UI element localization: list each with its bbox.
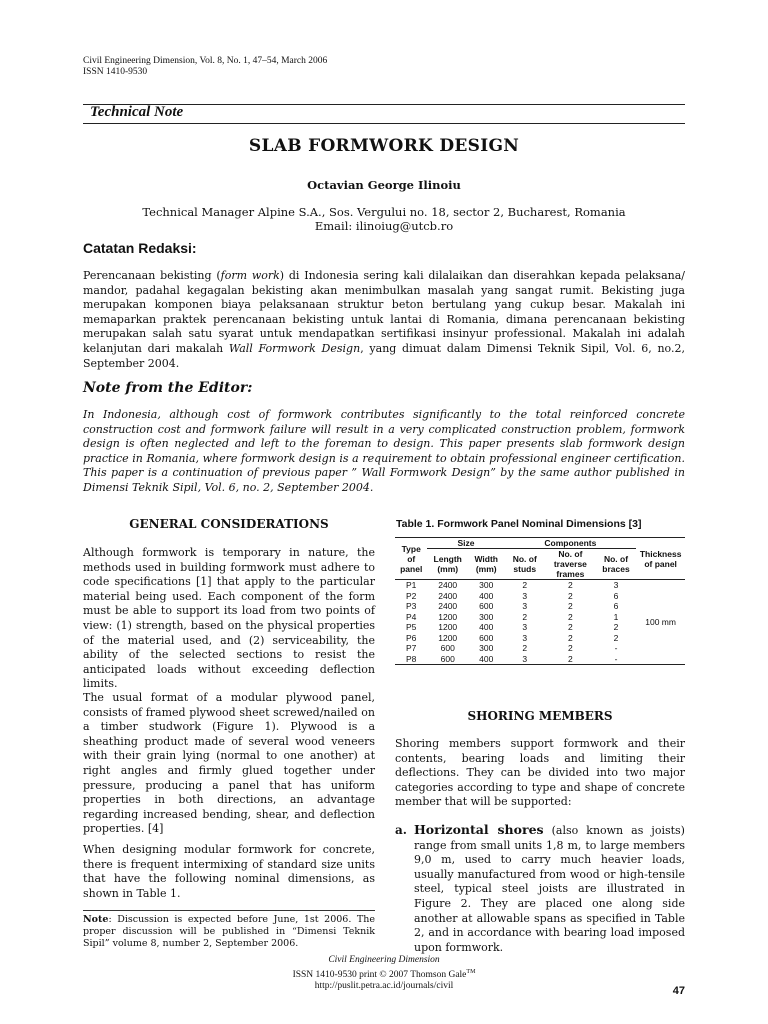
journal-header: [83, 56, 327, 78]
cell-type: P7: [406, 643, 417, 653]
cell-length: 1200: [438, 622, 458, 632]
cell-braces: -: [614, 653, 618, 664]
cell-type: P8: [406, 653, 417, 664]
list-item-text: (also known as joists) range from small units 1,8 m, to large members 9,0 m, used to carry much heavier loads, usually manufactured from wood or high-tensile steel, typical steel joists are illustrated in Figure 2. They are placed one along side another at allowable spans as specified in Table 2, and in accordance with bearing load imposed upon formwork.: [414, 824, 685, 954]
journal-issn: ISSN 1410-9530: [83, 67, 148, 77]
cell-length: 2400: [438, 590, 458, 601]
cell-frames: 2: [568, 622, 573, 632]
footer-journal: Civil Engineering Dimension: [328, 955, 440, 965]
cell-braces: 2: [613, 622, 619, 632]
cell-studs: 3: [522, 601, 528, 611]
cell-length: 600: [440, 643, 455, 653]
cell-length: 2400: [438, 601, 458, 611]
header-rule-bottom: [83, 123, 685, 124]
author-name: Octavian George Ilinoiu: [307, 178, 461, 192]
cell-frames: 2: [568, 590, 573, 601]
cell-frames: 2: [568, 580, 573, 590]
cell-length: 2400: [438, 580, 458, 590]
cell-width: 300: [479, 611, 494, 622]
head-components: Components: [504, 538, 636, 549]
footnote-rule: [83, 910, 375, 911]
footnote-label: Note: [83, 914, 109, 925]
cell-length: 1200: [438, 632, 458, 643]
journal-citation: Civil Engineering Dimension, Vol. 8, No. 1, 47–54, March 2006: [83, 56, 328, 66]
cell-type: P3: [406, 601, 417, 611]
cell-studs: 3: [522, 653, 528, 664]
cell-studs: 3: [522, 622, 528, 632]
shoring-heading: SHORING MEMBERS: [467, 709, 613, 723]
head-width: Width (mm): [474, 554, 498, 574]
list-item: [395, 823, 685, 955]
cell-type: P1: [406, 580, 417, 590]
shoring-list: [395, 823, 685, 955]
cell-frames: 2: [568, 611, 573, 622]
head-studs: No. of studs: [512, 554, 537, 574]
head-size: Size: [427, 538, 504, 549]
cell-studs: 2: [522, 580, 528, 590]
cell-braces: 2: [613, 632, 619, 643]
author-affiliation: Technical Manager Alpine S.A., Sos. Vergului no. 18, sector 2, Bucharest, Romania: [142, 205, 626, 219]
head-type: Type of panel: [400, 543, 423, 574]
cell-length: 1200: [438, 611, 458, 622]
cell-width: 300: [479, 580, 494, 590]
catatan-heading: Catatan Redaksi:: [83, 240, 197, 256]
catatan-text-1: Perencanaan bekisting (: [83, 269, 221, 282]
cell-width: 600: [479, 632, 494, 643]
section-label: Technical Note: [90, 104, 184, 120]
cell-type: P6: [406, 632, 417, 643]
cell-studs: 2: [522, 643, 528, 653]
cell-length: 600: [440, 653, 455, 664]
cell-type: P2: [406, 590, 417, 601]
footer-issn-line: [83, 967, 685, 982]
page-footer: [83, 955, 685, 993]
cell-braces: 6: [613, 601, 619, 611]
footnote: [83, 914, 375, 950]
cell-width: 600: [479, 601, 494, 611]
footer-url: http://puslit.petra.ac.id/journals/civil: [314, 981, 454, 992]
cell-braces: -: [614, 643, 618, 653]
paper-title: SLAB FORMWORK DESIGN: [248, 136, 520, 156]
cell-braces: 1: [613, 611, 619, 622]
cell-frames: 2: [568, 601, 573, 611]
catatan-paragraph: [83, 269, 685, 371]
list-item-label: a.: [395, 823, 407, 837]
general-paragraph-3: When designing modular formwork for concrete, there is frequent intermixing of standard size units that have the following nominal dimensions, as shown in Table 1.: [83, 843, 375, 900]
cell-frames: 2: [568, 643, 573, 653]
cell-studs: 2: [522, 611, 528, 622]
cell-type: P4: [406, 611, 417, 622]
general-paragraph-1: Although formwork is temporary in nature, the methods used in building formwork must adhere to code specifications [1] that apply to the particular material being used. Each component of the form must be able to support its load from two points of view: (1) strength, based on the physical properties of the material used, and (2) serviceability, the ability of the selected sections to resist the anticipated loads without exceeding deflection limits.: [83, 546, 375, 691]
footer-issn: ISSN 1410-9530 print © 2007 Thomson Gale: [292, 969, 467, 980]
editor-heading: Note from the Editor:: [83, 380, 253, 396]
cell-frames: 2: [568, 653, 573, 664]
cell-studs: 3: [522, 632, 528, 643]
catatan-italic-1: form work: [220, 269, 280, 282]
cell-braces: 3: [613, 580, 619, 590]
cell-width: 400: [479, 590, 494, 601]
head-braces: No. of braces: [602, 554, 630, 574]
cell-frames: 2: [568, 632, 573, 643]
cell-thickness: 100 mm: [645, 616, 676, 627]
page-number: 47: [672, 985, 685, 997]
cell-braces: 6: [613, 590, 619, 601]
list-item-term: Horizontal shores: [414, 822, 544, 837]
shoring-paragraph: Shoring members support formwork and their contents, bearing loads and limiting their deflections. They can be divided into two major categories according to type and shape of concrete member that will be supported:: [395, 737, 685, 809]
catatan-text-2: ) di Indonesia sering kali dilalaikan dan diserahkan kepada pelaksana/ mandor, padahal kegagalan bekisting akan menimbulkan masalah yang sangat rumit. Bekisting juga merupakan komponen biaya pelaksanaan struktur beton bertulang yang cukup besar. Makalah ini memaparkan praktek perencanaan bekisting untuk lantai di Romania, dimana perencanaan bekisting merupakan salah satu syarat untuk mendapatkan sertifikasi insinyur professional. Makalah ini adalah kelanjutan dari makalah: [83, 269, 685, 355]
general-paragraph-2: The usual format of a modular plywood panel, consists of framed plywood sheet screwed/nailed on a timber studwork (Figure 1). Plywood is a sheathing product made of several wood veneers with their grain lying (normal to one another) at right angles and firmly glued together under pressure, producing a panel that has uniform properties in both directions, an advantage regarding increased bending, shear, and deflection properties. [4]: [83, 691, 375, 836]
cell-width: 400: [479, 622, 494, 632]
author-email: Email: ilinoiug@utcb.ro: [314, 219, 454, 233]
head-thickness: Thickness of panel: [639, 548, 682, 569]
table-title: Table 1. Formwork Panel Nominal Dimensions [3]: [396, 518, 642, 530]
author-block: [83, 191, 685, 233]
footer-tm: TM: [466, 968, 476, 975]
head-frames: No. of traverse frames: [553, 549, 587, 579]
table-wrapper: [395, 537, 685, 665]
cell-studs: 3: [522, 590, 528, 601]
cell-width: 300: [479, 643, 494, 653]
catatan-italic-2: Wall Formwork Design: [228, 341, 361, 355]
formwork-table: [395, 537, 685, 665]
editor-note: In Indonesia, although cost of formwork contributes significantly to the total reinforced concrete construction cost and formwork failure will result in a very complicated construction problem, formwork design is often neglected and left to the foreman to design. This paper presents slab formwork design practice in Romania, where formwork design is a requirement to obtain professional engineer certification. This paper is a continuation of previous paper ” Wall Formwork Design” by the same author published in Dimensi Teknik Sipil, Vol. 6, no. 2, September 2004.: [83, 408, 685, 494]
cell-type: P5: [406, 622, 417, 632]
catatan-text-3: , yang dimuat dalam Dimensi Teknik Sipil, Vol. 6, no.2, September 2004.: [83, 341, 685, 370]
footnote-text: : Discussion is expected before June, 1st 2006. The proper discussion will be published in “Dimensi Teknik Sipil” volume 8, number 2, September 2006.: [83, 914, 375, 949]
general-heading: GENERAL CONSIDERATIONS: [129, 517, 329, 531]
cell-width: 400: [479, 653, 494, 664]
table-row: [395, 580, 685, 591]
head-length: Length (mm): [433, 554, 462, 574]
